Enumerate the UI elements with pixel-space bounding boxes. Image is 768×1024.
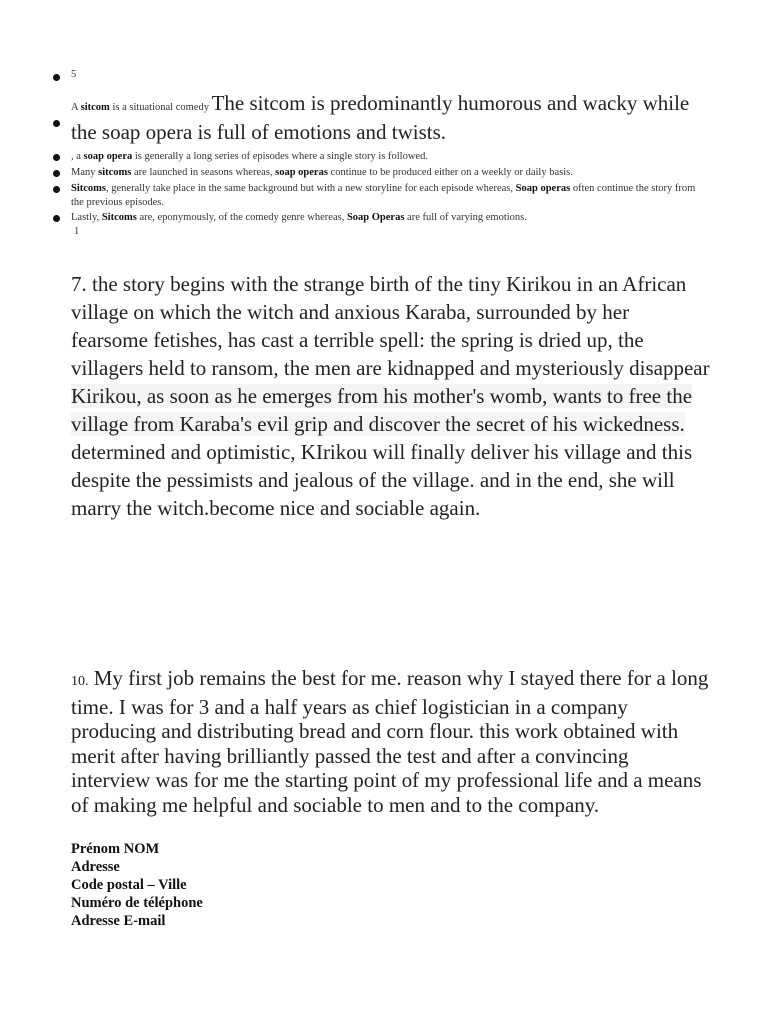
address-block	[71, 840, 471, 930]
list-item	[0, 166, 768, 182]
keyword-soap-operas: Soap operas	[515, 183, 571, 194]
list-item-text: 5	[71, 69, 77, 80]
address-phone: Numéro de téléphone	[71, 895, 203, 911]
list-item	[0, 89, 768, 147]
footnote-number: 1	[74, 226, 80, 237]
list-item	[0, 211, 768, 226]
answer-number: 10.	[71, 674, 89, 689]
keyword-soap-operas: Soap Operas	[346, 212, 405, 223]
list-item	[0, 182, 768, 211]
keyword-sitcoms: Sitcoms	[101, 212, 137, 223]
comparison-sentence: The sitcom is predominantly humorous and wacky while the soap opera is full of emotions and twists.	[71, 91, 690, 144]
answer-10-paragraph	[71, 666, 711, 817]
bullet-dot	[53, 186, 60, 193]
bullet-list	[0, 68, 768, 238]
list-item-text: , generally take place in the same background but with a new storyline for each episode whereas,	[106, 183, 516, 194]
answer-7-middle	[71, 382, 711, 438]
keyword-sitcoms: Sitcoms	[71, 183, 106, 194]
list-item-text: is a situational comedy	[109, 102, 212, 113]
address-email: Adresse E-mail	[71, 913, 166, 929]
bullet-dot	[53, 74, 60, 81]
answer-10-text: My first job remains the best for me. reason why I stayed there for a long time. I was for 3 and a half years as chief logistician in a company producing and distributing bread and corn flour. this work obtained with merit after having brilliantly passed the test and after a convincing interview was for me the starting point of my professional life and a means of making me helpful and sociable to men and to the company.	[71, 666, 709, 817]
highlighted-text: Kirikou, as soon as he emerges from his mother's womb, wants to free the village from Karaba's evil grip and discover the secret of his wickedness.	[71, 384, 693, 436]
keyword-soap-opera: soap opera	[83, 151, 133, 162]
keyword-soap-operas: soap operas	[275, 167, 328, 178]
list-item-text: are launched in seasons whereas,	[131, 167, 276, 178]
list-item	[0, 150, 768, 166]
list-item	[0, 68, 768, 89]
answer-7-paragraph	[71, 270, 711, 522]
bullet-dot	[53, 170, 60, 177]
list-item-text: are, eponymously, of the comedy genre whereas,	[136, 212, 347, 223]
answer-7-intro: 7. the story begins with the strange birth of the tiny Kirikou in an African village on which the witch and anxious Karaba, surrounded by her fearsome fetishes, has cast a terrible spell: the spring is dried up, the villagers held to ransom, the men are kidnapped and mysteriously disappear	[71, 272, 710, 380]
list-item-text: A	[71, 102, 81, 113]
list-item-text: often continue the story from the previous episodes.	[71, 183, 696, 208]
answer-7-conclusion: determined and optimistic, KIrikou will finally deliver his village and this despite the pessimists and jealous of the village. and in the end, she will marry the witch.become nice and sociable again.	[71, 440, 693, 520]
keyword-sitcom: sitcom	[80, 102, 110, 113]
list-item-text: continue to be produced either on a weekly or daily basis.	[327, 167, 573, 178]
address-name: Prénom NOM	[71, 841, 160, 857]
list-item-text: are full of varying emotions.	[404, 212, 527, 223]
bullet-dot	[53, 120, 60, 127]
keyword-sitcoms: sitcoms	[98, 167, 132, 178]
address-city: Code postal – Ville	[71, 877, 187, 893]
address-street: Adresse	[71, 859, 120, 875]
list-item-text: is generally a long series of episodes where a single story is followed.	[132, 151, 428, 162]
list-item-text: Lastly,	[71, 212, 102, 223]
bullet-dot	[53, 154, 60, 161]
bullet-dot	[53, 215, 60, 222]
list-item-text: Many	[71, 167, 99, 178]
list-item-text: , a	[71, 151, 84, 162]
